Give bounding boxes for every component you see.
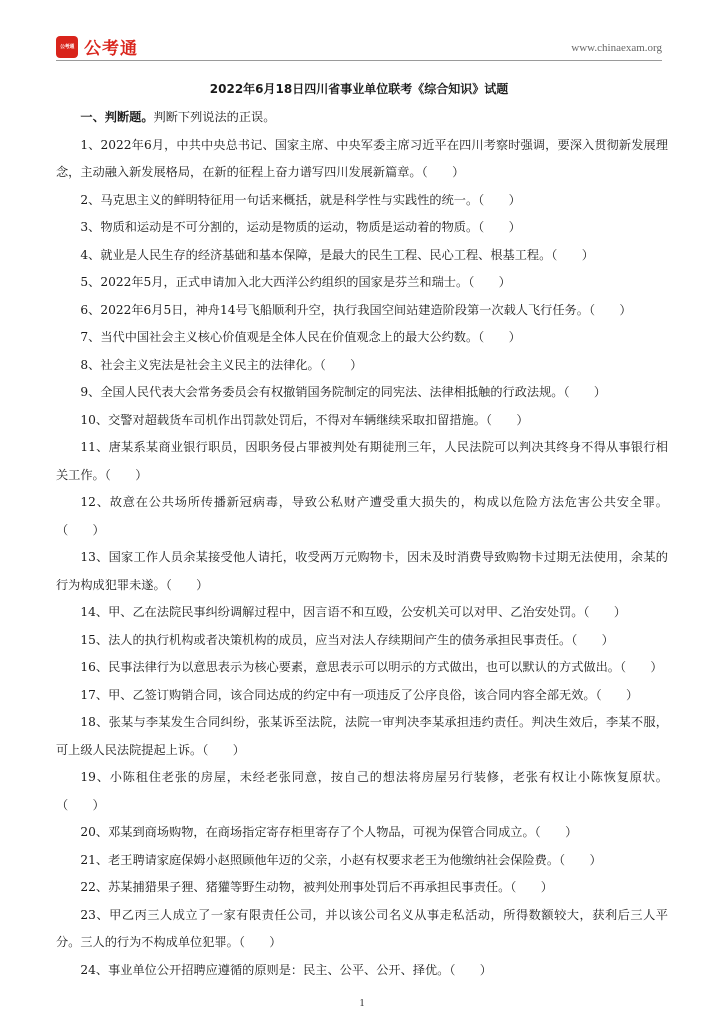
question-item: 1、2022年6月，中共中央总书记、国家主席、中央军委主席习近平在四川考察时强调，要深入贯彻新发展理念，主动融入新发展格局，在新的征程上奋力谱写四川发展新篇章。（ ） [56, 137, 668, 179]
question-item: 12、故意在公共场所传播新冠病毒，导致公私财产遭受重大损失的，构成以危险方法危害公共安全罪。（ ） [56, 495, 668, 537]
question-item: 18、张某与李某发生合同纠纷，张某诉至法院，法院一审判决李某承担违约责任。判决生效后，李某不服，可上级人民法院提起上诉。（ ） [56, 715, 668, 757]
logo [56, 34, 138, 59]
question-item: 10、交警对超载货车司机作出罚款处罚后，不得对车辆继续采取扣留措施。（ ） [80, 412, 529, 427]
question-item: 8、社会主义宪法是社会主义民主的法律化。（ ） [80, 357, 363, 372]
question-item: 13、国家工作人员余某接受他人请托，收受两万元购物卡，因未及时消费导致购物卡过期无法使用，余某的行为构成犯罪未遂。（ ） [56, 550, 668, 592]
question-item: 16、民事法律行为以意思表示为核心要素，意思表示可以明示的方式做出，也可以默认的方式做出。（ ） [80, 660, 663, 674]
question-item: 22、苏某捕猎果子狸、猪獾等野生动物，被判处刑事处罚后不再承担民事责任。（ ） [80, 880, 553, 894]
page-number: 1 [359, 998, 365, 1009]
question-item: 21、老王聘请家庭保姆小赵照顾他年迈的父亲，小赵有权要求老王为他缴纳社会保险费。（ ） [80, 852, 602, 867]
question-item: 11、唐某系某商业银行职员，因职务侵占罪被判处有期徒刑三年，人民法院可以判决其终身不得从事银行相关工作。（ ） [56, 440, 668, 482]
question-item: 9、全国人民代表大会常务委员会有权撤销国务院制定的同宪法、法律相抵触的行政法规。（ ） [80, 385, 607, 399]
document-body [56, 104, 668, 984]
logo-text: 公考通 [84, 39, 138, 59]
logo-badge-icon: 公考通 [56, 36, 78, 58]
question-item: 6、2022年6月5日，神舟14号飞船顺利升空，执行我国空间站建造阶段第一次载人飞行任务。（ ） [80, 302, 632, 317]
section-heading-line [56, 104, 668, 132]
question-item: 7、当代中国社会主义核心价值观是全体人民在价值观念上的最大公约数。（ ） [80, 330, 521, 344]
question-item: 5、2022年5月，正式申请加入北大西洋公约组织的国家是芬兰和瑞士。（ ） [80, 275, 511, 289]
question-item: 15、法人的执行机构或者决策机构的成员，应当对法人存续期间产生的债务承担民事责任。（ ） [80, 632, 614, 647]
question-item: 4、就业是人民生存的经济基础和基本保障，是最大的民生工程、民心工程、根基工程。（ ） [80, 247, 594, 262]
section-heading: 一、判断题。 [80, 110, 154, 124]
question-item: 23、甲乙丙三人成立了一家有限责任公司，并以该公司名义从事走私活动，所得数额较大，获利后三人平分。三人的行为不构成单位犯罪。（ ） [56, 907, 668, 949]
question-item: 19、小陈租住老张的房屋，未经老张同意，按自己的想法将房屋另行装修，老张有权让小陈恢复原状。（ ） [56, 770, 668, 812]
question-item: 24、事业单位公开招聘应遵循的原则是：民主、公平、公开、择优。（ ） [80, 962, 492, 977]
question-item: 3、物质和运动是不可分割的，运动是物质的运动，物质是运动着的物质。（ ） [80, 220, 521, 234]
header-divider [56, 60, 662, 61]
question-item: 17、甲、乙签订购销合同，该合同达成的约定中有一项违反了公序良俗，该合同内容全部无效。（ ） [80, 687, 639, 702]
site-url: www.chinaexam.org [571, 42, 662, 54]
page-header [56, 30, 662, 64]
question-item: 20、邓某到商场购物，在商场指定寄存柜里寄存了个人物品，可视为保管合同成立。（ ） [80, 825, 578, 839]
question-item: 14、甲、乙在法院民事纠纷调解过程中，因言语不和互殴，公安机关可以对甲、乙治安处罚。（ ） [80, 605, 627, 619]
document-title: 2022年6月18日四川省事业单位联考《综合知识》试题 [209, 82, 509, 96]
section-instruction: 判断下列说法的正误。 [153, 110, 276, 124]
question-item: 2、马克思主义的鲜明特征用一句话来概括，就是科学性与实践性的统一。（ ） [80, 192, 521, 207]
